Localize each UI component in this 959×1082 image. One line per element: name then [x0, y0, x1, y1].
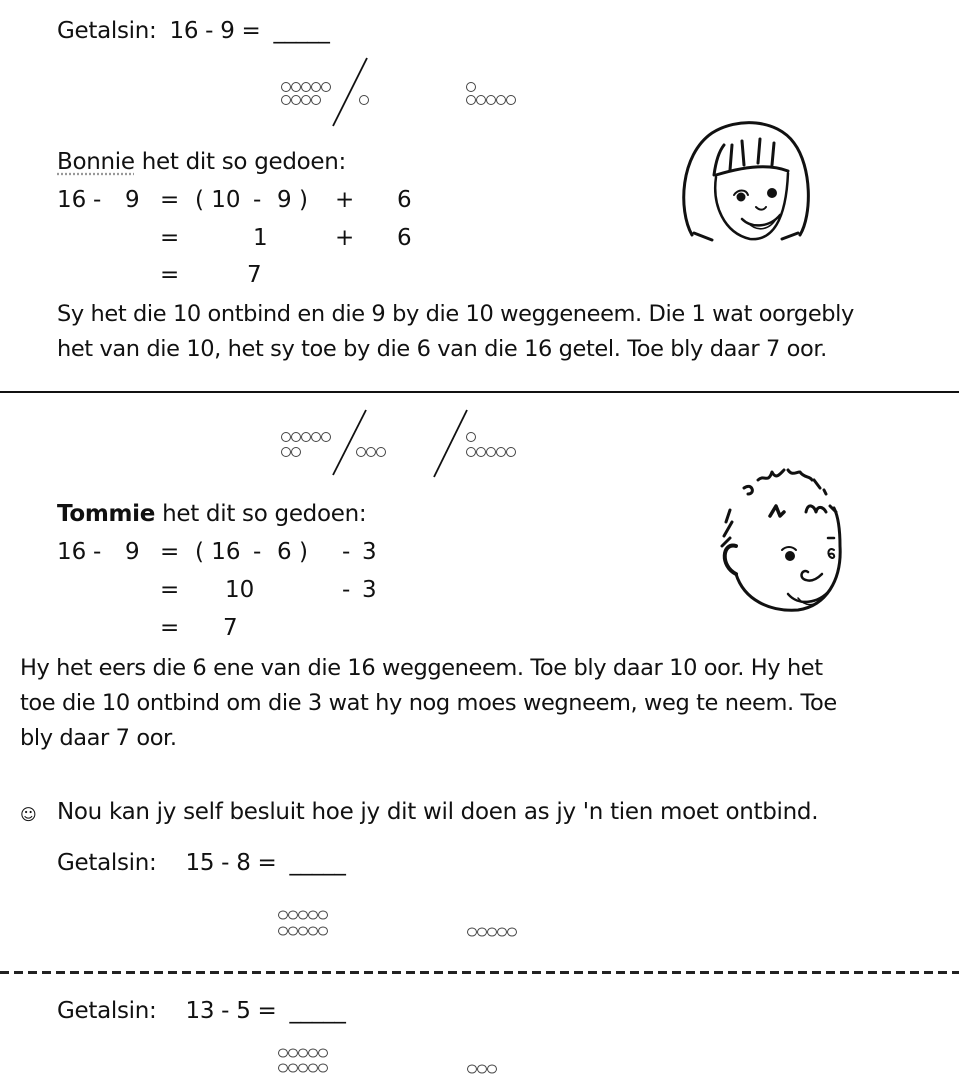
bonnie-equation-row-1: [57, 185, 477, 215]
tommie-equation-row-3: [57, 613, 477, 643]
answer-blank[interactable]: _____: [289, 998, 346, 1024]
tommie-equation-row-2: [57, 575, 477, 605]
eq-operator: -: [342, 577, 351, 603]
eq-equals: =: [160, 539, 180, 565]
tommie-intro: [57, 499, 366, 529]
number-sentence-expression: 13 - 5 =: [185, 998, 277, 1024]
tommie-explanation-line-2: toe die 10 ontbind om die 3 wat hy nog moes wegneem, weg te neem. Toe: [20, 690, 837, 716]
bonnie-explanation: [57, 297, 947, 367]
answer-blank[interactable]: _____: [289, 850, 346, 876]
eq-term: 6: [397, 225, 412, 251]
eq-term: ( 10: [195, 187, 241, 213]
instruction-text: Nou kan jy self besluit hoe jy dit wil doen as jy 'n tien moet ontbind.: [57, 799, 819, 825]
eq-term: 7: [223, 615, 238, 641]
eq-operator: +: [335, 225, 355, 251]
number-sentence-label: Getalsin:: [57, 998, 157, 1024]
eq-equals: =: [160, 615, 180, 641]
eq-term: 10: [225, 577, 255, 603]
bonnie-intro-text: het dit so gedoen:: [141, 149, 347, 175]
tommie-explanation-line-1: Hy het eers die 6 ene van die 16 weggeneem. Toe bly daar 10 oor. Hy het: [20, 655, 823, 681]
eq-term: ( 16: [195, 539, 241, 565]
eq-equals: =: [160, 577, 180, 603]
eq-equals: =: [160, 187, 180, 213]
answer-blank[interactable]: _____: [273, 18, 330, 44]
tommie-intro-text: het dit so gedoen:: [162, 501, 367, 527]
bonnie-explanation-line-2: het van die 10, het sy toe by die 6 van die 16 getel. Toe bly daar 7 oor.: [57, 336, 827, 362]
number-sentence-expression: 15 - 8 =: [185, 850, 277, 876]
cut-line-dashed: [0, 971, 959, 974]
number-sentence-label: Getalsin:: [57, 18, 157, 44]
eq-term: 9 ): [277, 187, 308, 213]
eq-term: 9: [125, 539, 140, 565]
eq-operator: -: [253, 187, 262, 213]
number-sentence-label: Getalsin:: [57, 850, 157, 876]
bonnie-equation-row-2: [57, 223, 477, 253]
counters-diagram-4: [0, 1040, 959, 1082]
smiley-icon: ☺: [20, 805, 37, 824]
bonnie-equation-row-3: [57, 260, 477, 290]
counters-diagram-3: [0, 900, 959, 950]
boy-face-illustration: [700, 450, 860, 620]
eq-equals: =: [160, 225, 180, 251]
eq-operator: +: [335, 187, 355, 213]
number-sentence-2: [57, 848, 346, 878]
bonnie-intro: [57, 147, 346, 177]
eq-operator: -: [253, 539, 262, 565]
bonnie-name: Bonnie: [57, 149, 135, 175]
eq-term: 16: [57, 187, 87, 213]
eq-term: 1: [253, 225, 268, 251]
number-sentence-expression: 16 - 9 =: [169, 18, 261, 44]
girl-face-illustration: [672, 115, 822, 250]
eq-term: 6 ): [277, 539, 308, 565]
section-divider-solid: [0, 391, 959, 393]
tommie-name: Tommie: [57, 501, 156, 527]
eq-term: 16: [57, 539, 87, 565]
number-sentence-3: [57, 996, 346, 1026]
tommie-explanation: [20, 651, 950, 756]
eq-term: 7: [247, 262, 262, 288]
eq-term: 3: [362, 539, 377, 565]
eq-term: 9: [125, 187, 140, 213]
eq-operator: -: [93, 539, 102, 565]
eq-operator: -: [342, 539, 351, 565]
eq-equals: =: [160, 262, 180, 288]
tommie-explanation-line-3: bly daar 7 oor.: [20, 725, 177, 751]
eq-term: 6: [397, 187, 412, 213]
eq-term: 3: [362, 577, 377, 603]
eq-operator: -: [93, 187, 102, 213]
tommie-equation-row-1: [57, 537, 477, 567]
bonnie-explanation-line-1: Sy het die 10 ontbind en die 9 by die 10 weggeneem. Die 1 wat oorgebly: [57, 301, 854, 327]
